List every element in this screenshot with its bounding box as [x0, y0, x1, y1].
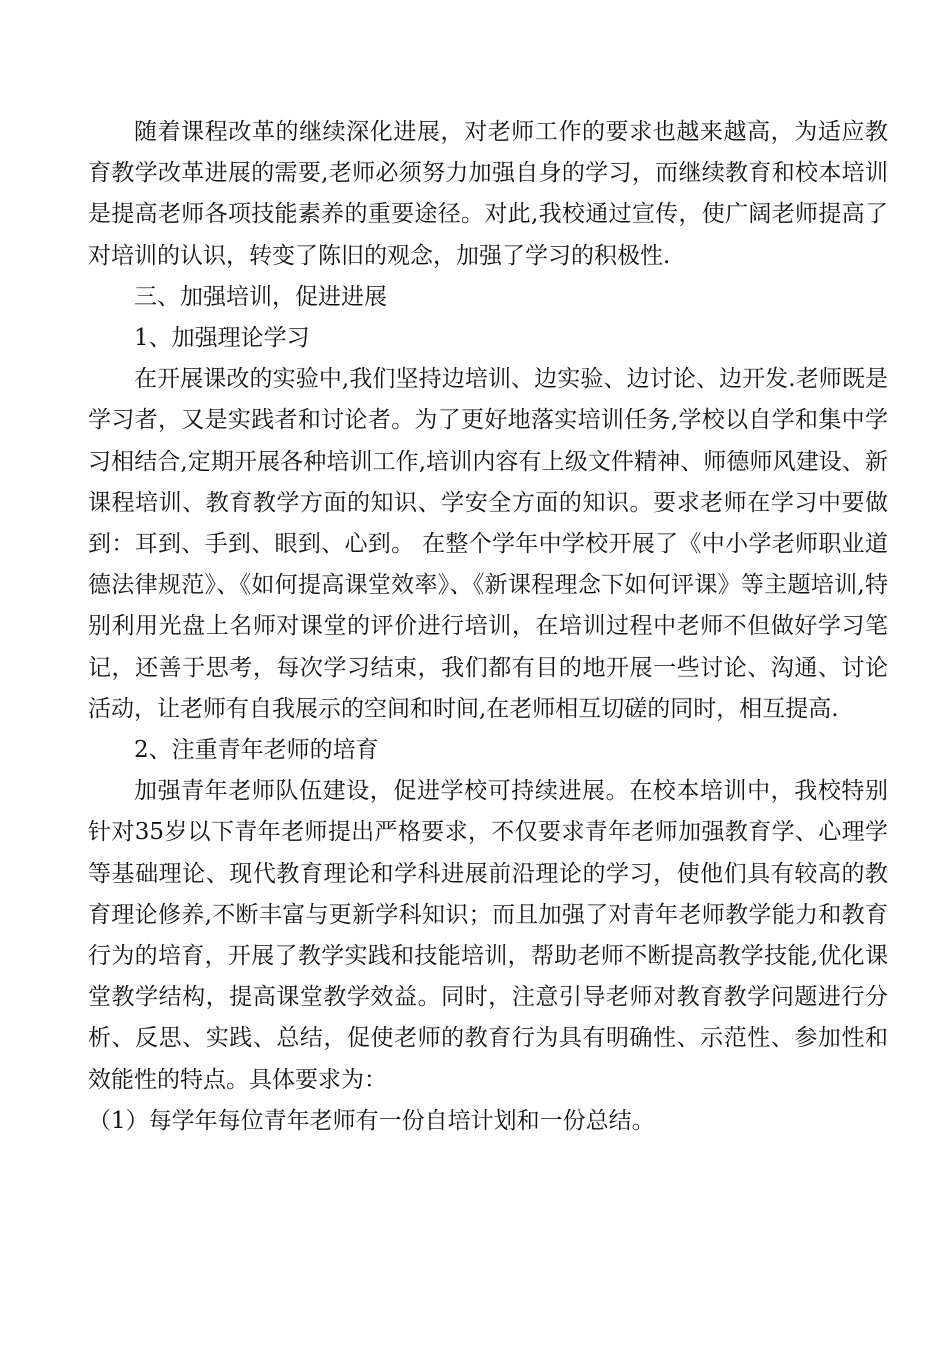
- subheading-young-teachers: 2、注重青年老师的培育: [134, 737, 379, 764]
- paragraph-intro: 随着课程改革的继续深化进展，对老师工作的要求也越来越高，为适应教育教学改革进展的需要,老师必须努力加强自身的学习，而继续教育和校本培训是提高老师各项技能素养的重要途径。对此,我校通过宣传，使广阔老师提高了对培训的认识，转变了陈旧的观念，加强了学习的积极性.: [88, 119, 888, 269]
- list-item-1: （1）每学年每位青年老师有一份自培计划和一份总结。: [88, 1107, 655, 1134]
- paragraph-young-teachers: 加强青年老师队伍建设，促进学校可持续进展。在校本培训中，我校特别针对35岁以下青年老师提出严格要求，不仅要求青年老师加强教育学、心理学等基础理论、现代教育理论和学科进展前沿理论的学习，使他们具有较高的教育理论修养,不断丰富与更新学科知识；而且加强了对青年老师教学能力和教育行为的培育，开展了教学实践和技能培训，帮助老师不断提高教学技能,优化课堂教学结构，提高课堂教学效益。同时，注意引导老师对教育教学问题进行分析、反思、实践、总结，促使老师的教育行为具有明确性、示范性、参加性和效能性的特点。具体要求为：: [88, 778, 888, 1093]
- document-body: [88, 112, 888, 1142]
- paragraph-theory-study: 在开展课改的实验中,我们坚持边培训、边实验、边讨论、边开发.老师既是学习者，又是实践者和讨论者。为了更好地落实培训任务,学校以自学和集中学习相结合,定期开展各种培训工作,培训内容有上级文件精神、师德师风建设、新课程培训、教育教学方面的知识、学安全方面的知识。要求老师在学习中要做到：耳到、手到、眼到、心到。 在整个学年中学校开展了《中小学老师职业道德法律规范》、《如何提高课堂效率》、《新课程理念下如何评课》等主题培训,特别利用光盘上名师对课堂的评价进行培训，在培训过程中老师不但做好学习笔记，还善于思考，每次学习结束，我们都有目的地开展一些讨论、沟通、讨论活动，让老师有自我展示的空间和时间,在老师相互切磋的同时，相互提高.: [88, 366, 888, 722]
- subheading-theory-study: 1、加强理论学习: [134, 325, 310, 352]
- section-heading-3: 三、加强培训，促进进展: [134, 283, 387, 310]
